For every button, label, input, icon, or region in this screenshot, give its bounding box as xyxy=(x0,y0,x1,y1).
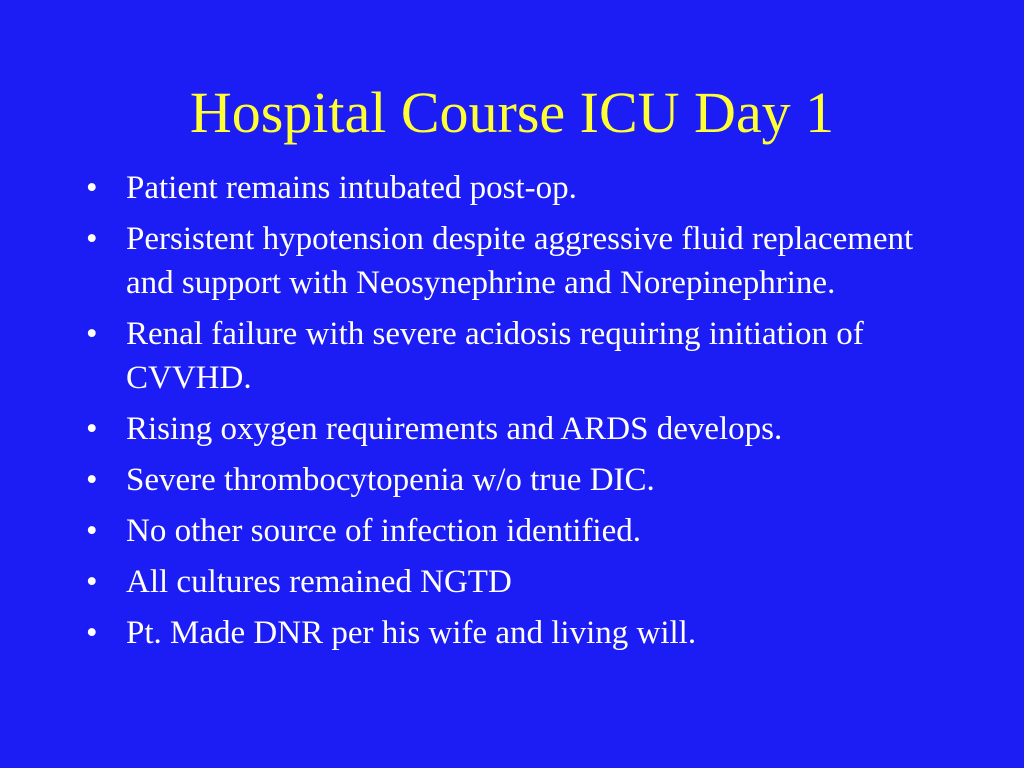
bullet-dot-icon: • xyxy=(86,462,98,498)
bullet-text-8: Pt. Made DNR per his wife and living will. xyxy=(126,615,697,651)
bullet-item-3 xyxy=(86,312,946,400)
bullet-text-1: Patient remains intubated post-op. xyxy=(126,170,577,206)
bullet-text-7: All cultures remained NGTD xyxy=(126,564,512,600)
bullet-text-5: Severe thrombocytopenia w/o true DIC. xyxy=(126,462,655,498)
bullet-dot-icon: • xyxy=(86,316,98,352)
bullet-item-2 xyxy=(86,217,946,305)
bullet-dot-icon: • xyxy=(86,170,98,206)
bullet-item-1 xyxy=(86,166,946,210)
bullet-dot-icon: • xyxy=(86,513,98,549)
bullet-item-5 xyxy=(86,458,946,502)
bullet-dot-icon: • xyxy=(86,221,98,257)
bullet-text-4: Rising oxygen requirements and ARDS develops. xyxy=(126,411,783,447)
bullet-dot-icon: • xyxy=(86,615,98,651)
bullet-dot-icon: • xyxy=(86,564,98,600)
slide-title: Hospital Course ICU Day 1 xyxy=(189,80,835,145)
bullet-text-3: Renal failure with severe acidosis requiring initiation of CVVHD. xyxy=(126,316,864,396)
bullet-dot-icon: • xyxy=(86,411,98,447)
bullet-list xyxy=(86,166,946,662)
bullet-item-8 xyxy=(86,611,946,655)
bullet-text-2: Persistent hypotension despite aggressive fluid replacement and support with Neosynephrine and Norepinephrine. xyxy=(126,221,914,301)
bullet-item-6 xyxy=(86,509,946,553)
bullet-item-7 xyxy=(86,560,946,604)
bullet-text-6: No other source of infection identified. xyxy=(126,513,641,549)
bullet-item-4 xyxy=(86,407,946,451)
